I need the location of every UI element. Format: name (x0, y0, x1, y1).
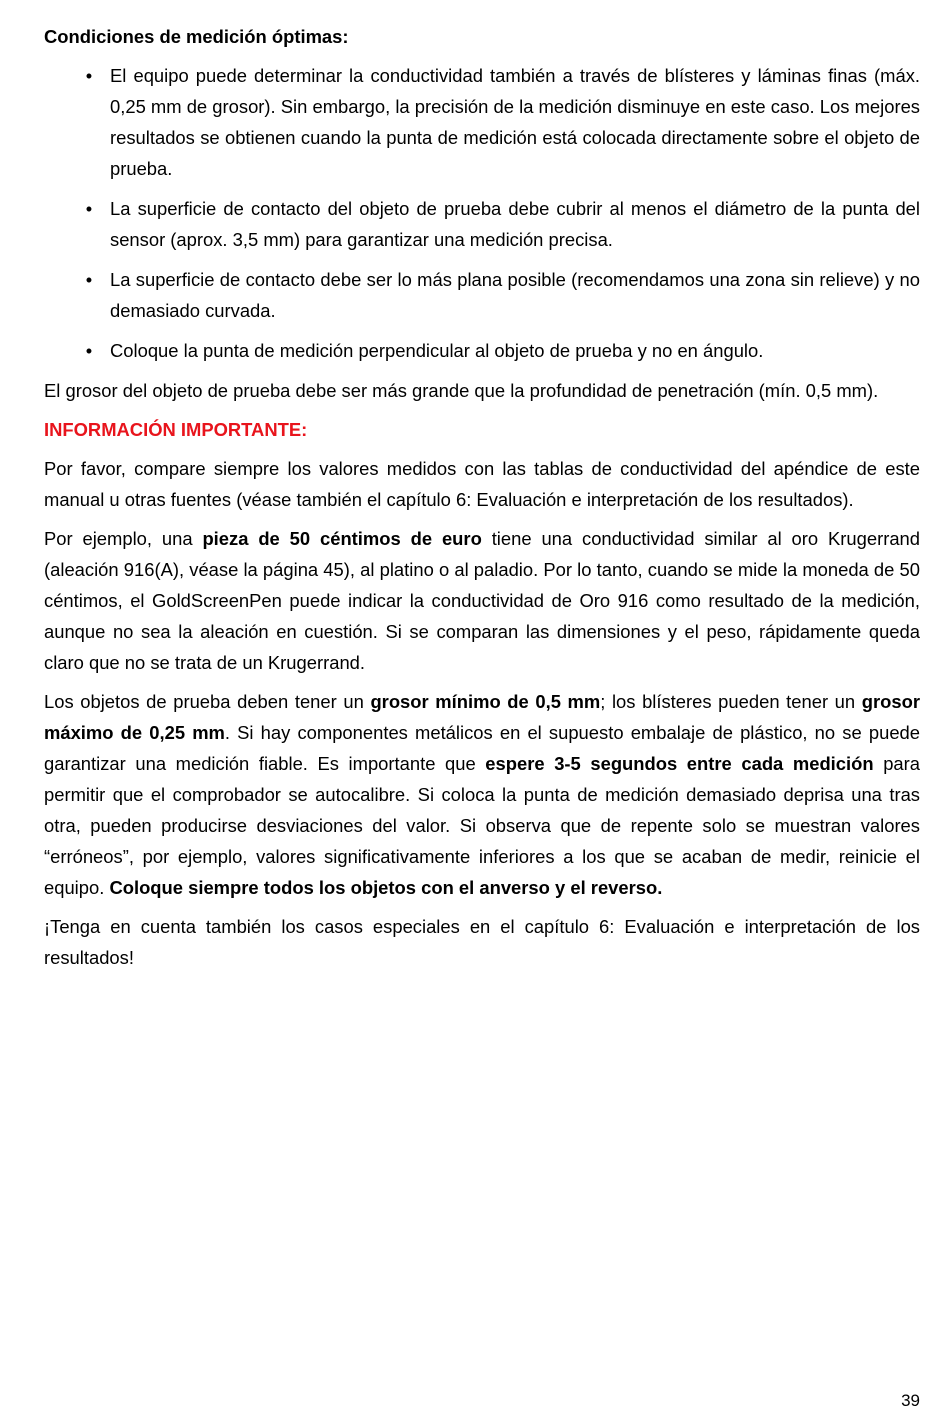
bold-text-run: grosor mínimo de 0,5 mm (370, 691, 601, 712)
bullet-item (44, 264, 920, 326)
paragraph-special-cases: ¡Tenga en cuenta también los casos especiales en el capítulo 6: Evaluación e interpretación de los resultados! (44, 916, 920, 968)
section-heading-important: INFORMACIÓN IMPORTANTE: (44, 419, 308, 440)
paragraph-thickness: El grosor del objeto de prueba debe ser más grande que la profundidad de penetración (mín. 0,5 mm). (44, 380, 879, 401)
page-number: 39 (901, 1391, 920, 1410)
text-run: tiene una conductividad similar al oro Krugerrand (aleación 916(A), véase la página 45), al platino o al paladio. Por lo tanto, cuando se mide la moneda de 50 céntimos, el GoldScreenPen puede indicar la conductividad de Oro 916 como resultado de la medición, aunque no sea la aleación en cuestión. Si se comparan las dimensiones y el peso, rápidamente queda claro que no se trata de un Krugerrand. (44, 528, 920, 673)
text-run: ; los blísteres pueden tener un (600, 691, 862, 712)
paragraph-example (44, 523, 920, 678)
bullet-text: La superficie de contacto del objeto de prueba debe cubrir al menos el diámetro de la punta del sensor (aprox. 3,5 mm) para garantizar una medición precisa. (110, 198, 920, 250)
bullet-text: El equipo puede determinar la conductividad también a través de blísteres y láminas finas (máx. 0,25 mm de grosor). Sin embargo, la precisión de la medición disminuye en este caso. Los mejores resultados se obtienen cuando la punta de medición está colocada directamente sobre el objeto de prueba. (110, 65, 920, 179)
paragraph-compare: Por favor, compare siempre los valores medidos con las tablas de conductividad del apéndice de este manual u otras fuentes (véase también el capítulo 6: Evaluación e interpretación de los resultados). (44, 458, 920, 510)
text-run: Los objetos de prueba deben tener un (44, 691, 371, 712)
bullet-icon: • (85, 65, 93, 86)
bullet-text: Coloque la punta de medición perpendicular al objeto de prueba y no en ángulo. (110, 340, 764, 361)
bullet-icon: • (85, 198, 93, 219)
bullet-icon: • (85, 340, 93, 361)
text-run: Por ejemplo, una (44, 528, 203, 549)
document-page (44, 21, 920, 981)
section-heading-conditions: Condiciones de medición óptimas: (44, 26, 349, 47)
bullet-icon: • (85, 269, 93, 290)
paragraph-objects (44, 686, 920, 903)
bold-text-run: espere 3-5 segundos entre cada medición (485, 753, 874, 774)
bold-text-run: Coloque siempre todos los objetos con el anverso y el reverso. (109, 877, 663, 898)
bullet-item (44, 60, 920, 184)
bullet-item (44, 335, 920, 366)
bold-text-run: grosor máximo de 0,25 mm (44, 691, 920, 743)
conditions-bullet-list (44, 60, 920, 366)
text-run: para permitir que el comprobador se autocalibre. Si coloca la punta de medición demasiado deprisa una tras otra, pueden producirse desviaciones del valor. Si observa que de repente solo se muestran valores “erróneos”, por ejemplo, valores significativamente inferiores a los que se acaban de medir, reinicie el equipo. (44, 753, 921, 898)
bold-text-run: pieza de 50 céntimos de euro (202, 528, 482, 549)
bullet-item (44, 193, 920, 255)
bullet-text: La superficie de contacto debe ser lo más plana posible (recomendamos una zona sin relieve) y no demasiado curvada. (110, 269, 920, 321)
text-run: . Si hay componentes metálicos en el supuesto embalaje de plástico, no se puede garantizar una medición fiable. Es importante que (44, 722, 920, 774)
